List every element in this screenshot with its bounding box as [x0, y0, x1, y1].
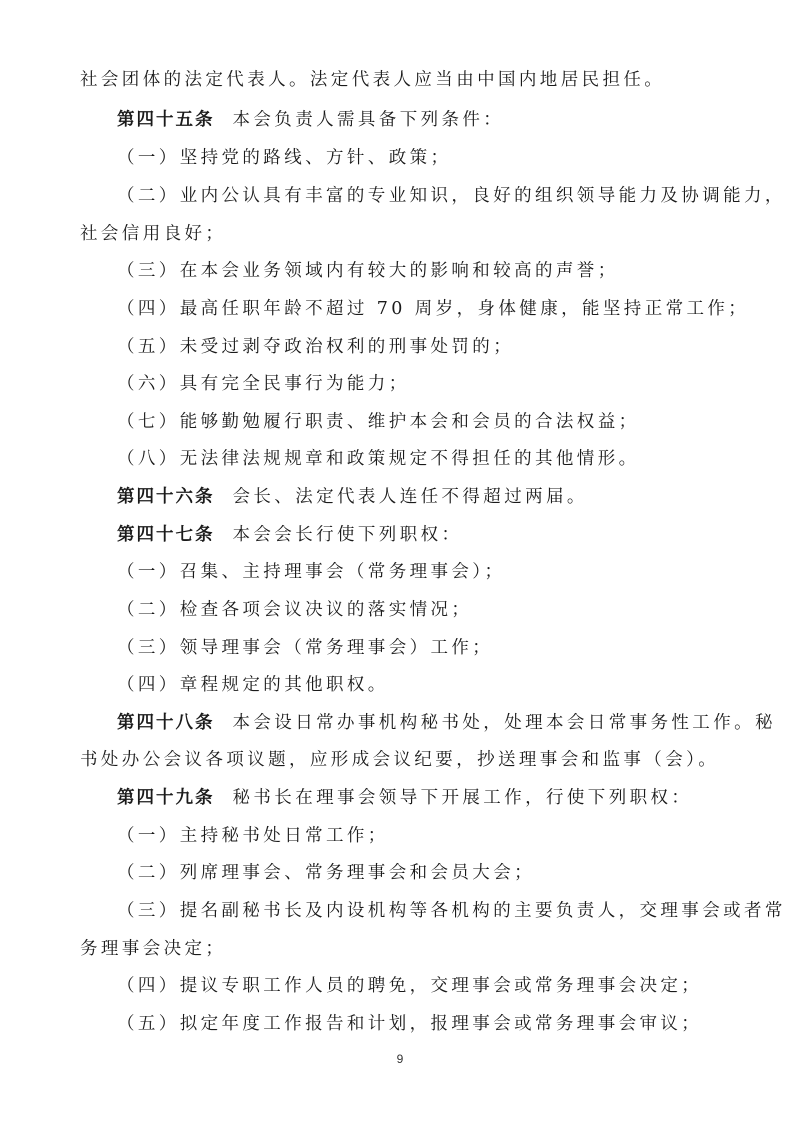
text-line	[117, 824, 767, 848]
text-line	[80, 222, 730, 246]
line-text: 本会设日常办事机构秘书处，处理本会日常事务性工作。秘	[232, 713, 776, 733]
text-line	[117, 899, 786, 923]
page-number: 9	[396, 1052, 404, 1066]
article-47-line	[117, 523, 767, 547]
text-line	[117, 636, 767, 660]
line-text: （五）拟定年度工作报告和计划，报理事会或常务理事会审议；	[117, 1014, 703, 1034]
text-line	[117, 447, 767, 471]
article-heading: 第四十六条	[117, 487, 215, 507]
text-line	[117, 410, 767, 434]
article-45-line	[117, 108, 767, 132]
article-46-line	[117, 485, 767, 509]
line-text: （二）检查各项会议决议的落实情况；	[117, 600, 473, 620]
text-line	[80, 937, 730, 961]
text-line	[117, 1012, 767, 1036]
line-text: （三）提名副秘书长及内设机构等各机构的主要负责人，交理事会或者常	[117, 901, 786, 921]
line-text: （三）在本会业务领域内有较大的影响和较高的声誉；	[117, 261, 619, 281]
text-line	[117, 372, 767, 396]
text-line	[117, 146, 767, 170]
line-text: （四）最高任职年龄不超过 70 周岁，身体健康，能坚持正常工作；	[117, 299, 750, 319]
line-text: （二）列席理事会、常务理事会和会员大会；	[117, 863, 535, 883]
line-text: 书处办公会议各项议题，应形成会议纪要，抄送理事会和监事（会）。	[80, 750, 720, 770]
text-line	[117, 974, 767, 998]
article-heading: 第四十五条	[117, 110, 215, 130]
line-text: （四）章程规定的其他职权。	[117, 675, 389, 695]
line-text: （八）无法律法规规章和政策规定不得担任的其他情形。	[117, 449, 640, 469]
line-text: （一）坚持党的路线、方针、政策；	[117, 148, 452, 168]
text-line	[117, 297, 767, 321]
text-line	[117, 598, 767, 622]
article-49-line	[117, 786, 767, 810]
line-text: （一）主持秘书处日常工作；	[117, 826, 389, 846]
line-text: 本会负责人需具备下列条件：	[232, 110, 505, 130]
text-line	[117, 560, 767, 584]
line-text: （七）能够勤勉履行职责、维护本会和会员的合法权益；	[117, 412, 640, 432]
text-line	[117, 673, 767, 697]
text-line	[80, 68, 730, 92]
line-text: （六）具有完全民事行为能力；	[117, 374, 410, 394]
line-text: 秘书长在理事会领导下开展工作，行使下列职权：	[232, 788, 693, 808]
line-text: 会长、法定代表人连任不得超过两届。	[232, 487, 588, 507]
line-text: 本会会长行使下列职权：	[232, 525, 463, 545]
text-line	[80, 748, 730, 772]
text-line	[117, 184, 786, 208]
article-heading: 第四十七条	[117, 525, 215, 545]
line-text: （四）提议专职工作人员的聘免，交理事会或常务理事会决定；	[117, 976, 703, 996]
line-text: （三）领导理事会（常务理事会）工作；	[117, 638, 494, 658]
article-48-line	[117, 711, 776, 735]
text-line	[117, 861, 767, 885]
article-heading: 第四十九条	[117, 788, 215, 808]
line-text: 务理事会决定；	[80, 939, 227, 959]
line-text: （一）召集、主持理事会（常务理事会）；	[117, 562, 506, 582]
line-text: （五）未受过剥夺政治权利的刑事处罚的；	[117, 337, 515, 357]
line-text: 社会信用良好；	[80, 224, 227, 244]
article-heading: 第四十八条	[117, 713, 215, 733]
line-text: （二）业内公认具有丰富的专业知识，良好的组织领导能力及协调能力，	[117, 186, 786, 206]
text-line	[117, 259, 767, 283]
text-line	[117, 335, 767, 359]
line-text: 社会团体的法定代表人。法定代表人应当由中国内地居民担任。	[80, 70, 666, 90]
